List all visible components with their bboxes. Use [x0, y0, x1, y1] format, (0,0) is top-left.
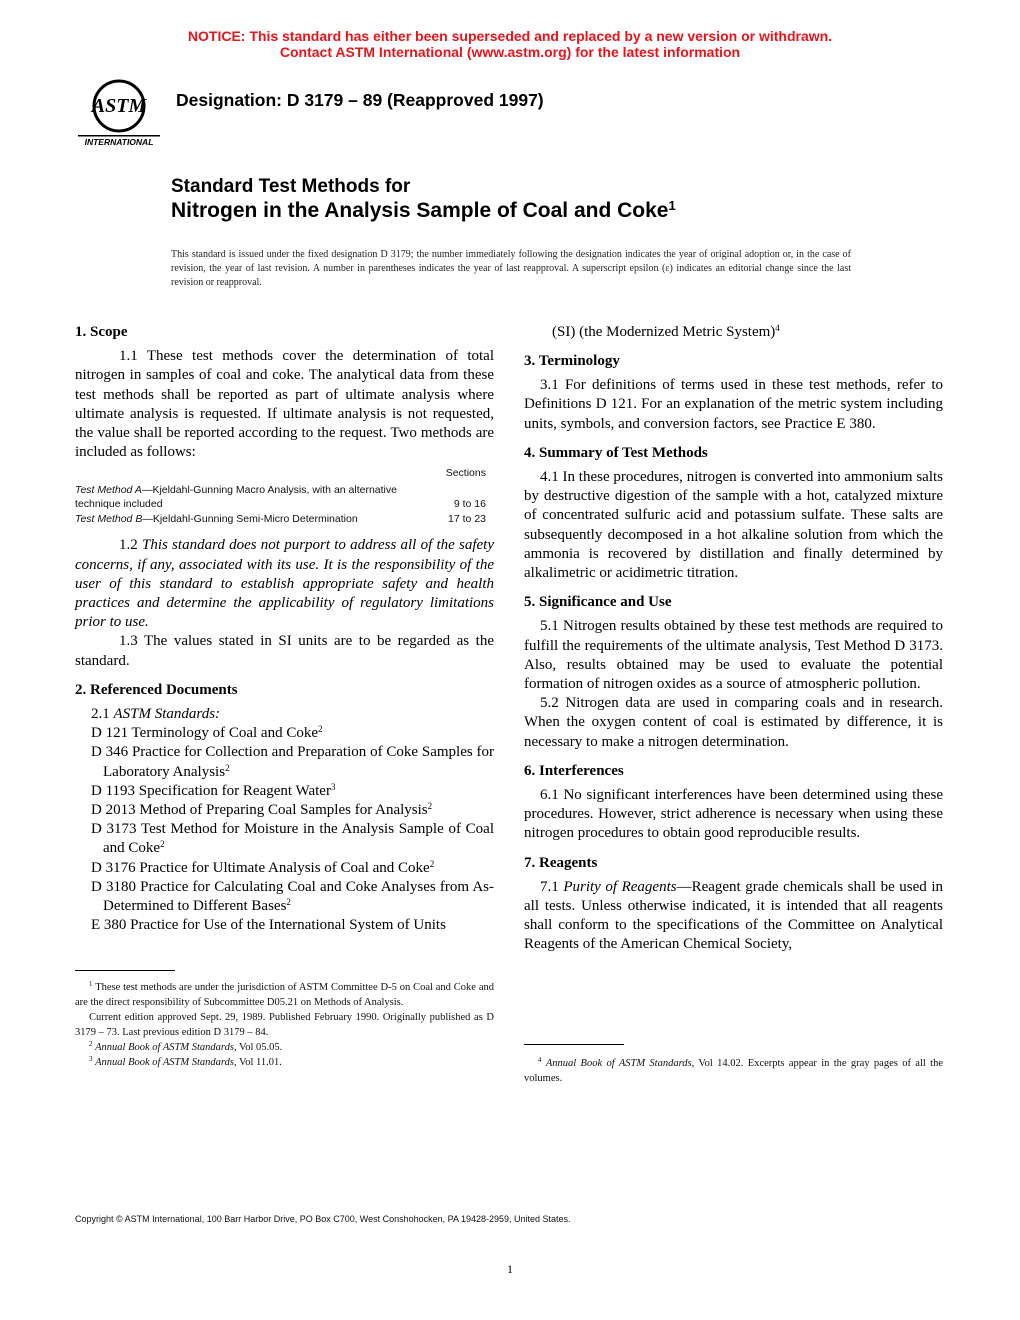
reference-text: D 3173 Test Method for Moisture in the Analysis Sample of Coal and Coke: [91, 821, 494, 857]
reference-text: D 2013 Method of Preparing Coal Samples for Analysis: [91, 802, 428, 819]
footnote-num: 1: [89, 980, 93, 988]
notice-line-1: NOTICE: This standard has either been superseded and replaced by a new version or withdrawn.: [187, 28, 833, 44]
summary-4-1: 4.1 In these procedures, nitrogen is converted into ammonium salts by destructive digestion of the sample with a hot, catalyzed mixture of concentrated sulfuric acid and potassium sulfate. These salts are subsequently decomposed in a hot alkaline solution from which the ammonia is recovered by distillation and finally determined by alkalimetric or acidimetric titration.: [524, 469, 943, 582]
section-heading-summary: 4. Summary of Test Methods: [524, 444, 708, 461]
notice-line-2: Contact ASTM International (www.astm.org) for the latest information: [279, 44, 741, 60]
section-heading-interferences: 6. Interferences: [524, 762, 624, 779]
sections-header: Sections: [445, 467, 486, 480]
method-text: —Kjeldahl-Gunning Macro Analysis, with an alternative technique included: [75, 483, 397, 511]
reference-text: D 121 Terminology of Coal and Coke: [91, 725, 318, 742]
title-line-2: [171, 199, 676, 223]
scope-1-2: [75, 536, 494, 632]
terminology-3-1: 3.1 For definitions of terms used in these test methods, refer to Definitions D 121. For an explanation of the metric system including units, symbols, and conversion factors, see Practice E 380.: [524, 377, 943, 432]
footnote: [75, 1040, 494, 1055]
method-text: —Kjeldahl-Gunning Semi-Micro Determination: [142, 512, 358, 525]
reference-sup: 2: [225, 762, 230, 773]
method-label: Test Method B: [75, 512, 143, 525]
method-row: [75, 483, 494, 512]
referenced-2-1: [75, 705, 494, 724]
section-heading-terminology: 3. Terminology: [524, 353, 620, 369]
scope-1-2-num: 1.2: [119, 537, 138, 554]
reference-sup: 2: [317, 724, 323, 735]
reference-text: E 380 Practice for Use of the International System of Units: [91, 917, 446, 934]
issuance-note: This standard is issued under the fixed designation D 3179; the number immediately following the designation indicates the year of original adoption or, in the case of revision, the year of last revision. A number in parentheses indicates the year of last reapproval. A superscript epsilon (ε) indicates an editorial change since the last revision or reapproval.: [171, 249, 851, 288]
reference-item: [75, 820, 494, 858]
reference-item: [75, 801, 494, 820]
page-number: 1: [507, 1262, 513, 1276]
significance-5-2: 5.2 Nitrogen data are used in comparing coals and in research. When the oxygen content of coal is estimated by difference, it is necessary to make a nitrogen determination.: [524, 695, 943, 750]
footnote: [75, 1055, 494, 1070]
reference-sup: 2: [429, 858, 435, 869]
interferences-6-1: 6.1 No significant interferences have been determined using these procedures. However, strict adherence is necessary when using these nitrogen procedures to obtain good reproducible results.: [524, 787, 943, 842]
reference-sup: 3: [330, 781, 336, 792]
reference-text: D 3176 Practice for Ultimate Analysis of Coal and Coke: [91, 859, 430, 876]
footnotes-right: [524, 1056, 943, 1086]
reagents-7-1: [524, 878, 943, 955]
right-column: [524, 352, 943, 955]
scope-1-3: 1.3 The values stated in SI units are to be regarded as the standard.: [75, 633, 494, 669]
footnote-italic: Annual Book of ASTM Standards,: [545, 1058, 695, 1069]
footnote-rule-left: [75, 970, 175, 971]
methods-table: [75, 466, 494, 526]
section-heading-referenced: 2. Referenced Documents: [75, 681, 238, 698]
footnote-italic: Annual Book of ASTM Standards,: [95, 1042, 237, 1053]
reference-text: D 1193 Specification for Reagent Water: [91, 782, 331, 799]
referenced-continuation: [552, 323, 780, 342]
footnote: [75, 1010, 494, 1040]
reagents-7-1-text: —Reagent grade chemicals shall be used in all tests. Unless otherwise indicated, it is intended that all reagents shall conform to the specifications of the Committee on Analytical Reagents of the American Chemical Society,: [524, 878, 943, 953]
footnotes-left: [75, 980, 494, 1070]
footnote: [524, 1056, 943, 1086]
title-line-1: Standard Test Methods for: [171, 176, 411, 197]
scope-1-2-text: This standard does not purport to address all of the safety concerns, if any, associated with its use. It is the responsibility of the user of this standard to establish appropriate safety and health practices and determine the applicability of regulatory limitations prior to use.: [75, 537, 495, 631]
reagents-7-1-num: 7.1: [540, 878, 559, 895]
astm-logo-icon: [78, 78, 160, 148]
copyright: Copyright © ASTM International, 100 Barr Harbor Drive, PO Box C700, West Conshohocken, PA 19428-2959, United States.: [75, 1214, 571, 1224]
footnote-italic: Annual Book of ASTM Standards,: [95, 1057, 237, 1068]
section-heading-significance: 5. Significance and Use: [524, 594, 672, 611]
method-row: [75, 512, 494, 527]
reagents-7-1-label: Purity of Reagents: [563, 878, 677, 895]
reference-item: [75, 859, 494, 878]
withdrawal-notice: [0, 28, 1020, 60]
scope-1-1: 1.1 These test methods cover the determination of total nitrogen in samples of coal and coke. The analytical data from these test methods shall be reported as part of ultimate analysis where ultimate analysis is requested. If ultimate analysis is not requested, the value shall be reported according to the request. Two methods are included as follows:: [75, 348, 494, 461]
footnote-text: Vol 14.02. Excerpts appear in the gray pages of all the volumes.: [524, 1058, 943, 1084]
referenced-2-1-label: ASTM Standards:: [113, 706, 221, 723]
logo-text: INTERNATIONAL: [84, 137, 154, 147]
method-sections: 17 to 23: [448, 512, 486, 525]
title-footnote-ref: 1: [668, 198, 676, 213]
section-heading-reagents: 7. Reagents: [524, 854, 598, 871]
footnote: [75, 980, 494, 1010]
referenced-2-1-num: 2.1: [91, 706, 110, 723]
footnote-num: 4: [538, 1056, 542, 1064]
section-heading-scope: 1. Scope: [75, 324, 128, 340]
svg-text:ASTM: ASTM: [91, 95, 147, 117]
reference-text: D 3180 Practice for Calculating Coal and Coke Analyses from As-Determined to Different Bases: [91, 878, 494, 915]
footnote-text: Vol 11.01.: [236, 1057, 282, 1068]
method-label: Test Method A: [75, 483, 142, 496]
continuation-text: (SI) (the Modernized Metric System): [552, 324, 776, 340]
reference-sup: 2: [427, 801, 433, 812]
reference-item: [75, 724, 494, 743]
footnote-text: Vol 05.05.: [236, 1042, 283, 1053]
method-sections: 9 to 16: [453, 498, 486, 511]
reference-sup: 2: [160, 839, 165, 850]
astm-logo: [78, 78, 160, 148]
left-column: [75, 323, 494, 935]
reference-item: [75, 916, 494, 935]
continuation-sup: 4: [775, 323, 780, 333]
footnote-text: These test methods are under the jurisdiction of ASTM Committee D-5 on Coal and Coke and are the direct responsibility of Subcommittee D05.21 on Methods of Analysis.: [75, 982, 494, 1008]
footnote-rule-right: [524, 1044, 624, 1045]
reference-text: D 346 Practice for Collection and Preparation of Coke Samples for Laboratory Analysis: [91, 744, 494, 780]
reference-item: [75, 782, 494, 801]
significance-5-1: 5.1 Nitrogen results obtained by these test methods are required to fulfill the requirements of the ultimate analysis, Test Method D 3173. Also, results obtained may be used to evaluate the potential formation of nitrogen oxides as a source of atmospheric pollution.: [524, 618, 943, 693]
reference-sup: 2: [286, 897, 291, 908]
designation: Designation: D 3179 – 89 (Reapproved 1997): [176, 90, 544, 110]
title-text: Nitrogen in the Analysis Sample of Coal and Coke: [171, 199, 669, 222]
reference-item: [75, 878, 494, 916]
footnote-num: 3: [89, 1055, 93, 1063]
reference-item: [75, 743, 494, 781]
footnote-text: Current edition approved Sept. 29, 1989. Published February 1990. Originally published as D 3179 – 73. Last previous edition D 3179 – 84.: [75, 1012, 494, 1038]
footnote-num: 2: [89, 1040, 93, 1048]
